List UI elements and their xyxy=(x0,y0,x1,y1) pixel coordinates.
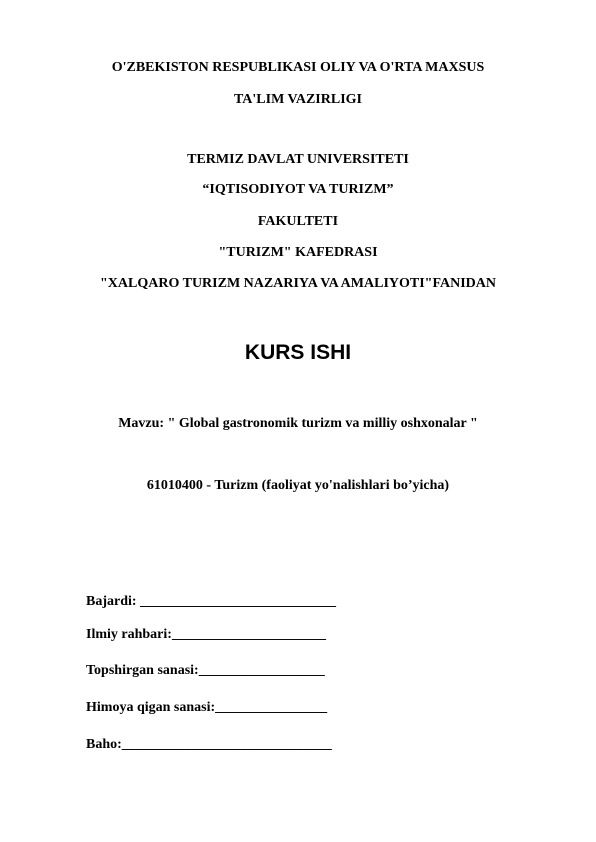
field-bajardi: Bajardi: ____________________________ xyxy=(86,594,337,609)
university-name: TERMIZ DAVLAT UNIVERSITETI xyxy=(187,152,409,167)
subject-name: "XALQARO TURIZM NAZARIYA VA AMALIYOTI"FANIDAN xyxy=(100,276,496,291)
department-name: "TURIZM" KAFEDRASI xyxy=(218,245,378,260)
field-ilmiy-rahbari: Ilmiy rahbari:______________________ xyxy=(86,627,326,642)
document-title: KURS ISHI xyxy=(244,341,352,364)
field-baho: Baho:______________________________ xyxy=(86,737,332,752)
ministry-line-1: O'ZBEKISTON RESPUBLIKASI OLIY VA O'RTA MAXSUS xyxy=(111,60,485,75)
specialty-line: 61010400 - Turizm (faoliyat yo'nalishlari bo’yicha) xyxy=(146,478,450,493)
topic-line: Mavzu: " Global gastronomik turizm va milliy oshxonalar " xyxy=(118,416,478,431)
field-topshirgan-sanasi: Topshirgan sanasi:__________________ xyxy=(86,663,325,678)
ministry-line-2: TA'LIM VAZIRLIGI xyxy=(234,92,362,107)
faculty-label: FAKULTETI xyxy=(257,214,339,229)
field-himoya-sanasi: Himoya qigan sanasi:________________ xyxy=(86,700,328,715)
faculty-name: “IQTISODIYOT VA TURIZM” xyxy=(202,182,394,197)
